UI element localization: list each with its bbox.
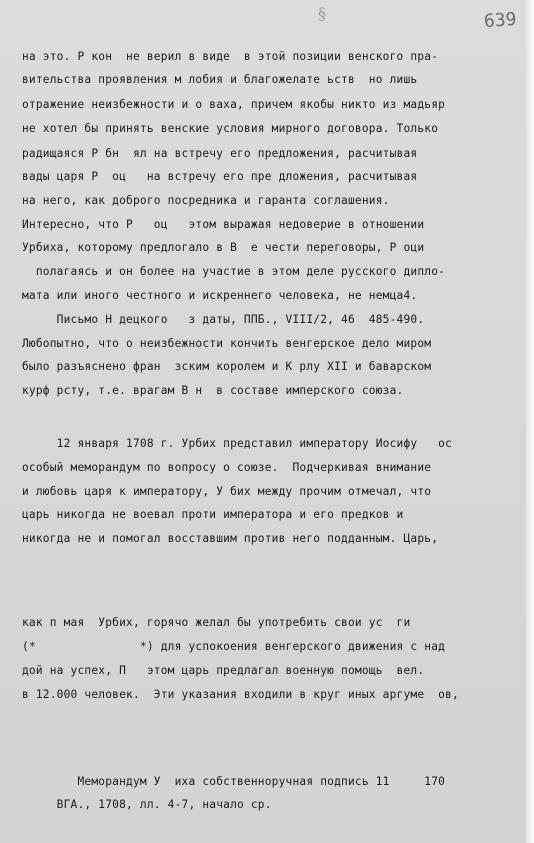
paragraph-start-line: 12 января 1708 г. Урбих представил императору Иосифу ос bbox=[22, 437, 452, 450]
page-number: 639 bbox=[483, 8, 518, 33]
text-line: было разъяснено фран зским королем и К рлу XII и баварском bbox=[22, 360, 432, 373]
footnote-line: Письмо Н децкого з даты, ППБ., VIII/2, 46 485-490. bbox=[22, 313, 425, 326]
text-line: вительства проявления м лобия и благожелате ьств но лишь bbox=[22, 73, 418, 86]
text-line: особый меморандум по вопросу о союзе. Подчеркивая внимание bbox=[22, 461, 432, 474]
page-edge bbox=[526, 0, 534, 843]
text-line: царь никогда не воевал прoти императора и его предков и bbox=[22, 508, 404, 521]
text-line: курф рсту, т.е. врагам В н в составе имперского союза. bbox=[22, 384, 404, 397]
text-line: как п мая Урбих, горячо желал бы употребить свои ус ги bbox=[22, 616, 411, 629]
text-line: радищаяся Р бн ял на встречу его предложения, расчитывая bbox=[22, 147, 418, 160]
footnote-line: ВГА., 1708, лл. 4-7, начало ср. bbox=[22, 798, 272, 811]
text-line: Любопытно, что о неизбежности кончить венгерское дело миром bbox=[22, 337, 432, 350]
text-line: полагаясь и он более на участие в этом деле русского дипло- bbox=[22, 265, 446, 278]
text-line: в 12.000 человек. Эти указания входили в круг иных аргуме ов, bbox=[22, 688, 459, 701]
text-line: Урбиха, которому предлогало в В е чести переговоры, Р оци bbox=[22, 241, 425, 254]
text-line: не хотел бы принять венские условия мирного договора. Только bbox=[22, 122, 439, 135]
archive-stamp-mark: § bbox=[318, 4, 326, 23]
text-line: и любовь царя к императору, У бих между прочим отмечал, что bbox=[22, 485, 432, 498]
text-line: дой на успех, П этом царь предлагал военную помощь вел. bbox=[22, 664, 425, 677]
text-line: отражение неизбежности и о ваха, причем якобы никто из мадьяр bbox=[22, 98, 446, 111]
text-line: никогда не и помогал восставшим против него подданным. Царь, bbox=[22, 532, 439, 545]
text-line: вады царя Р оц на встречу его пре дложения, расчитывая bbox=[22, 170, 418, 183]
footnote-line: Меморандум У иха собственноручная подпись 11 170 bbox=[22, 775, 446, 788]
text-line: на него, как доброго посредника и гаранта соглашения. bbox=[22, 194, 390, 207]
text-line: Интересно, что Р оц этом выражая недоверие в отношении bbox=[22, 218, 425, 231]
text-line: (* *) для успокоения венгерского движения с над bbox=[22, 640, 446, 653]
text-line: мата или иного честного и искреннего человека, не немца4. bbox=[22, 289, 418, 302]
text-line: на это. Р кон не верил в виде в этой позиции венского пра- bbox=[22, 50, 439, 63]
